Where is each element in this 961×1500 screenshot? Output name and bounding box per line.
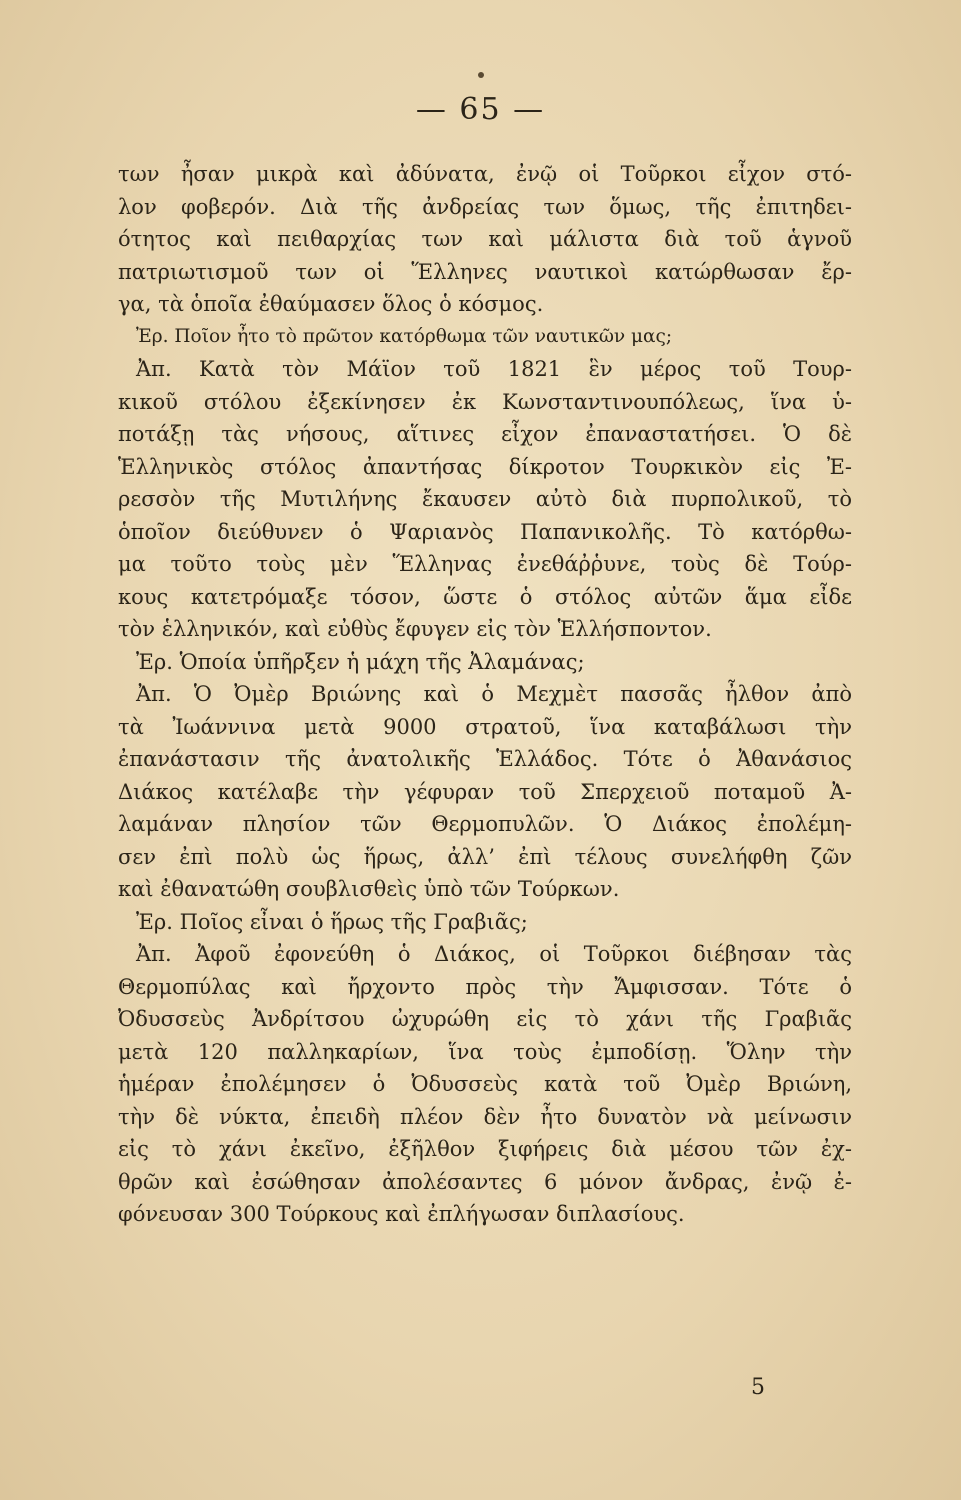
answer-line: Ἀπ. Κατὰ τὸν Μάϊον τοῦ 1821 ἓν μέρος τοῦ Τουρ- [136,357,852,381]
answer-line: Ἀπ. Ὁ Ὀμὲρ Βριώνης καὶ ὁ Μεχμὲτ πασσᾶς ἦλθον ἀπὸ [136,682,852,706]
text-line: γα, τὰ ὁποῖα ἐθαύμασεν ὅλος ὁ κόσμος. [118,292,544,316]
text-line: λαμάναν πλησίον τῶν Θερμοπυλῶν. Ὁ Διάκος ἐπολέμη- [118,812,852,836]
text-line: μετὰ 120 παλληκαρίων, ἵνα τοὺς ἐμποδίσῃ. Ὅλην τὴν [118,1039,852,1064]
page-number: — 65 — [415,92,546,127]
answer-line: Ἀπ. Ἀφοῦ ἐφονεύθη ὁ Διάκος, οἱ Τοῦρκοι διέβησαν τὰς [136,942,852,966]
text-line: λον φοβερόν. Διὰ τῆς ἀνδρείας των ὅμως, τῆς ἐπιτηδει- [118,194,852,219]
text-line: ρεσσὸν τῆς Μυτιλήνης ἔκαυσεν αὐτὸ διὰ πυρπολικοῦ, τὸ [118,487,852,511]
text-line: Ἑλληνικὸς στόλος ἀπαντήσας δίκροτον Τουρκικὸν εἰς Ἐ- [118,454,852,479]
text-line: Ὀδυσσεὺς Ἀνδρίτσου ὠχυρώθη εἰς τὸ χάνι τῆς Γραβιᾶς [118,1007,852,1031]
text-line: μα τοῦτο τοὺς μὲν Ἕλληνας ἐνεθάῤῥυνε, τοὺς δὲ Τούρ- [118,552,852,576]
text-line: σεν ἐπὶ πολὺ ὡς ἥρως, ἀλλ’ ἐπὶ τέλους συνελήφθη ζῶν [118,844,852,869]
print-speck [478,72,484,78]
text-line: ὁποῖον διεύθυνεν ὁ Ψαριανὸς Παπανικολῆς. Τὸ κατόρθω- [118,519,852,544]
text-line: ἐπανάστασιν τῆς ἀνατολικῆς Ἑλλάδος. Τότε ὁ Ἀθανάσιος [118,747,852,771]
text-line: τὸν ἑλληνικόν, καὶ εὐθὺς ἔφυγεν εἰς τὸν Ἑλλήσποντον. [118,617,712,641]
text-line: τὴν δὲ νύκτα, ἐπειδὴ πλέον δὲν ἦτο δυνατὸν νὰ μείνωσιν [118,1104,852,1129]
question-line: Ἐρ. Ὁποία ὑπῆρξεν ἡ μάχη τῆς Ἀλαμάνας; [136,649,585,674]
text-line: των ἦσαν μικρὰ καὶ ἀδύνατα, ἐνῷ οἱ Τοῦρκοι εἶχον στό- [118,162,852,186]
text-line: εἰς τὸ χάνι ἐκεῖνο, ἐξῆλθον ξιφήρεις διὰ μέσου τῶν ἐχ- [118,1137,852,1161]
text-line: καὶ ἐθανατώθη σουβλισθεὶς ὑπὸ τῶν Τούρκων. [118,877,620,901]
text-line: ότητος καὶ πειθαρχίας των καὶ μάλιστα διὰ τοῦ ἁγνοῦ [118,227,852,251]
text-line: Θερμοπύλας καὶ ἤρχοντο πρὸς τὴν Ἄμφισσαν. Τότε ὁ [118,974,852,999]
text-line: πατριωτισμοῦ των οἱ Ἕλληνες ναυτικοὶ κατώρθωσαν ἔρ- [118,259,852,284]
question-line: Ἐρ. Ποῖον ἦτο τὸ πρῶτον κατόρθωμα τῶν ναυτικῶν μας; [136,325,673,347]
text-line: κους κατετρόμαξε τόσον, ὥστε ὁ στόλος αὐτῶν ἅμα εἶδε [118,584,852,609]
text-line: τὰ Ἰωάννινα μετὰ 9000 στρατοῦ, ἵνα καταβάλωσι τὴν [118,714,852,739]
question-line: Ἐρ. Ποῖος εἶναι ὁ ἥρως τῆς Γραβιᾶς; [136,909,528,934]
text-line: κικοῦ στόλου ἐξεκίνησεν ἐκ Κωνσταντινουπόλεως, ἵνα ὑ- [118,389,852,414]
body-text [118,158,852,1231]
text-line: φόνευσαν 300 Τούρκους καὶ ἐπλήγωσαν διπλασίους. [118,1202,685,1226]
text-line: ἡμέραν ἐπολέμησεν ὁ Ὀδυσσεὺς κατὰ τοῦ Ὀμὲρ Βριώνη, [118,1072,852,1096]
text-line: θρῶν καὶ ἐσώθησαν ἀπολέσαντες 6 μόνον ἄνδρας, ἐνῷ ἐ- [118,1169,852,1194]
text-line: ποτάξῃ τὰς νήσους, αἵτινες εἶχον ἐπαναστατήσει. Ὁ δὲ [118,422,852,446]
signature-mark: 5 [751,1375,765,1400]
text-line: Διάκος κατέλαβε τὴν γέφυραν τοῦ Σπερχειοῦ ποταμοῦ Ἀ- [118,779,852,804]
